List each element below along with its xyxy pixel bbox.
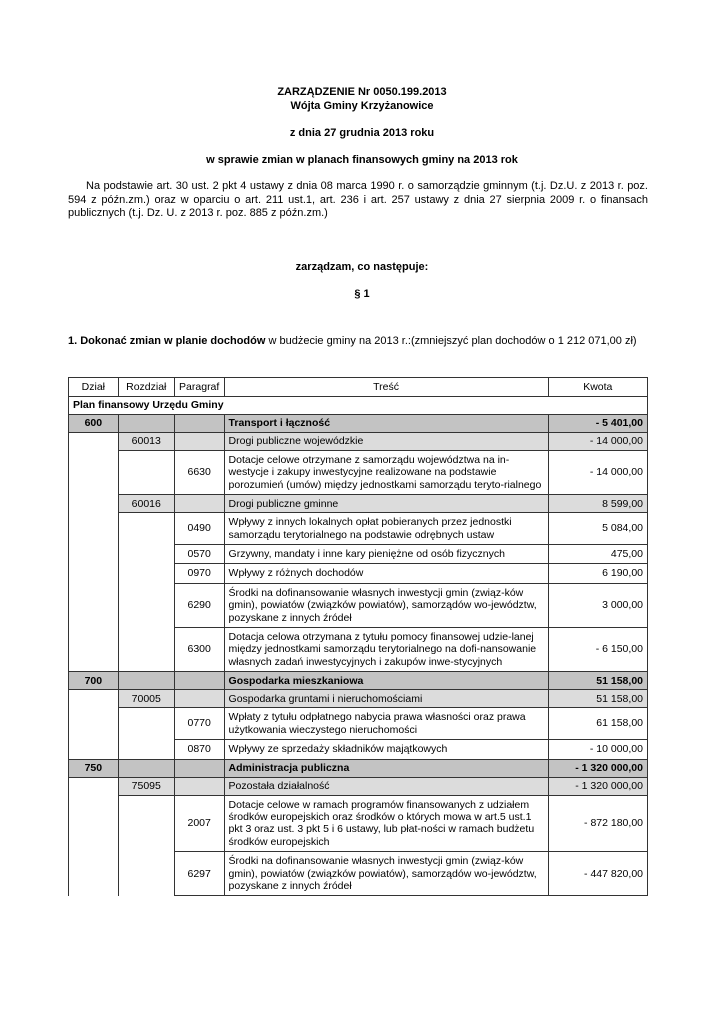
dzial-amount: - 5 401,00 <box>548 415 647 433</box>
dzial-amount: 51 158,00 <box>548 672 647 690</box>
rozdzial-cell-empty <box>118 628 174 672</box>
paragraf-code: 6297 <box>174 852 224 896</box>
paragraf-code: 0490 <box>174 513 224 545</box>
rozdzial-cell-empty <box>118 852 174 896</box>
paragraf-code: 6300 <box>174 628 224 672</box>
header-tresc: Treść <box>224 378 548 397</box>
dzial-cell-empty <box>69 740 119 759</box>
paragraf-code: 0770 <box>174 708 224 740</box>
section-row <box>69 397 648 415</box>
dzial-name: Gospodarka mieszkaniowa <box>224 672 548 690</box>
rozdzial-amount: - 14 000,00 <box>548 433 647 451</box>
paragraf-code: 0570 <box>174 545 224 564</box>
paragraf-description: Wpłaty z tytułu odpłatnego nabycia prawa własności oraz prawa użytkowania wieczystego nieruchomości <box>224 708 548 740</box>
paragraf-cell-empty <box>174 759 224 777</box>
dzial-cell-empty <box>69 564 119 583</box>
paragraf-amount: 5 084,00 <box>548 513 647 545</box>
paragraf-description: Środki na dofinansowanie własnych inwestycji gmin (związ-ków gmin), powiatów (związków powiatów), samorządów wo-jewództw, pozyskane z innych źródeł <box>224 583 548 627</box>
document-title: ZARZĄDZENIE Nr 0050.199.2013 <box>277 86 447 98</box>
paragraf-amount: - 10 000,00 <box>548 740 647 759</box>
rozdzial-name: Drogi publiczne gminne <box>224 495 548 513</box>
income-changes-table <box>68 377 648 896</box>
rozdzial-code: 60013 <box>118 433 174 451</box>
paragraf-code: 0870 <box>174 740 224 759</box>
dzial-row <box>69 672 648 690</box>
dzial-cell-empty <box>69 545 119 564</box>
document-date: z dnia 27 grudnia 2013 roku <box>289 127 435 139</box>
rozdzial-code: 60016 <box>118 495 174 513</box>
paragraf-description: Wpływy ze sprzedaży składników majątkowych <box>224 740 548 759</box>
paragraf-description: Dotacje celowe otrzymane z samorządu województwa na in-westycje i zakupy inwestycyjne realizowane na podstawie porozumień (umów) między jednostkami samorządu teryto-rialnego <box>224 451 548 495</box>
rozdzial-cell-empty <box>118 672 174 690</box>
header-paragraf: Paragraf <box>174 378 224 397</box>
dzial-code: 600 <box>69 415 119 433</box>
rozdzial-amount: 8 599,00 <box>548 495 647 513</box>
paragraf-cell-empty <box>174 415 224 433</box>
dzial-row <box>69 415 648 433</box>
rozdzial-cell-empty <box>118 583 174 627</box>
paragraf-description: Dotacje celowe w ramach programów finansowanych z udziałem środków europejskich oraz środków o których mowa w art.5 ust.1 pkt 3 oraz ust. 3 pkt 5 i 6 ustawy, lub płat-ności w ramach budżetu środków europejskich <box>224 795 548 852</box>
rozdzial-cell-empty <box>118 545 174 564</box>
rozdzial-cell-empty <box>118 451 174 495</box>
paragraf-description: Środki na dofinansowanie własnych inwestycji gmin (związ-ków gmin), powiatów (związków powiatów), samorządów wo-jewództw, pozyskane z innych źródeł <box>224 852 548 896</box>
paragraf-row <box>69 545 648 564</box>
section-mark: § 1 <box>354 288 370 300</box>
paragraf-row <box>69 583 648 627</box>
section-title: Plan finansowy Urzędu Gminy <box>69 397 648 415</box>
rozdzial-cell-empty <box>118 759 174 777</box>
dzial-cell-empty <box>69 628 119 672</box>
paragraf-code: 6290 <box>174 583 224 627</box>
paragraf-row <box>69 852 648 896</box>
rozdzial-row <box>69 433 648 451</box>
dzial-code: 750 <box>69 759 119 777</box>
rozdzial-amount: 51 158,00 <box>548 690 647 708</box>
dzial-amount: - 1 320 000,00 <box>548 759 647 777</box>
rozdzial-name: Drogi publiczne wojewódzkie <box>224 433 548 451</box>
document-issuer: Wójta Gminy Krzyżanowice <box>290 100 434 112</box>
rozdzial-name: Pozostała działalność <box>224 777 548 795</box>
dzial-name: Administracja publiczna <box>224 759 548 777</box>
rozdzial-name: Gospodarka gruntami i nieruchomościami <box>224 690 548 708</box>
document-subject: w sprawie zmian w planach finansowych gminy na 2013 rok <box>206 154 518 166</box>
dzial-cell-empty <box>69 795 119 852</box>
dzial-cell-empty <box>69 451 119 495</box>
paragraf-code: 0970 <box>174 564 224 583</box>
paragraf-description: Dotacja celowa otrzymana z tytułu pomocy finansowej udzie-lanej między jednostkami samorządu terytorialnego na dofi-nansowanie własnych zadań inwestycyjnych i zakupów inwe-stycyjnych <box>224 628 548 672</box>
dzial-cell-empty <box>69 583 119 627</box>
dzial-row <box>69 759 648 777</box>
dzial-name: Transport i łączność <box>224 415 548 433</box>
paragraf-amount: - 6 150,00 <box>548 628 647 672</box>
paragraf-amount: 3 000,00 <box>548 583 647 627</box>
header-rozdzial: Rozdział <box>118 378 174 397</box>
rozdzial-code: 70005 <box>118 690 174 708</box>
table-body <box>69 397 648 896</box>
rozdzial-code: 75095 <box>118 777 174 795</box>
dzial-cell-empty <box>69 708 119 740</box>
point-1-text: w budżecie gminy na 2013 r.:(zmniejszyć plan dochodów o 1 212 071,00 zł) <box>265 335 637 347</box>
header-dzial: Dział <box>69 378 119 397</box>
paragraf-row <box>69 564 648 583</box>
paragraf-description: Wpływy z innych lokalnych opłat pobieranych przez jednostki samorządu terytorialnego na podstawie odrębnych ustaw <box>224 513 548 545</box>
paragraf-amount: - 447 820,00 <box>548 852 647 896</box>
dzial-cell-empty <box>69 513 119 545</box>
dzial-cell-empty <box>69 495 119 513</box>
dzial-cell-empty <box>69 433 119 451</box>
dzial-cell-empty <box>69 777 119 795</box>
paragraf-description: Grzywny, mandaty i inne kary pieniężne od osób fizycznych <box>224 545 548 564</box>
paragraf-amount: - 14 000,00 <box>548 451 647 495</box>
paragraf-row <box>69 451 648 495</box>
dzial-cell-empty <box>69 852 119 896</box>
paragraf-row <box>69 628 648 672</box>
paragraf-cell-empty <box>174 777 224 795</box>
paragraf-cell-empty <box>174 495 224 513</box>
dzial-cell-empty <box>69 690 119 708</box>
paragraf-amount: 6 190,00 <box>548 564 647 583</box>
rozdzial-row <box>69 690 648 708</box>
rozdzial-cell-empty <box>118 708 174 740</box>
decree-statement: zarządzam, co następuje: <box>295 261 429 273</box>
rozdzial-cell-empty <box>118 415 174 433</box>
paragraf-row <box>69 795 648 852</box>
paragraf-row <box>69 708 648 740</box>
rozdzial-row <box>69 495 648 513</box>
paragraf-amount: 475,00 <box>548 545 647 564</box>
point-1-heading: 1. Dokonać zmian w planie dochodów <box>68 335 266 347</box>
paragraf-cell-empty <box>174 672 224 690</box>
table-header-row <box>69 378 648 397</box>
rozdzial-cell-empty <box>118 564 174 583</box>
dzial-code: 700 <box>69 672 119 690</box>
preamble-text: Na podstawie art. 30 ust. 2 pkt 4 ustawy z dnia 08 marca 1990 r. o samorządzie gminnym (t.j. Dz.U. z 2013 r. poz. 594 z późn.zm.) oraz w oparciu o art. 211 ust.1, art. 236 i art. 257 ustawy z dnia 27 sierpnia 2009 r. o finansach publicznych (t.j. Dz. U. z 2013 r. poz. 885 z późn.zm.) <box>68 180 648 219</box>
paragraf-description: Wpływy z różnych dochodów <box>224 564 548 583</box>
paragraf-amount: - 872 180,00 <box>548 795 647 852</box>
rozdzial-amount: - 1 320 000,00 <box>548 777 647 795</box>
rozdzial-cell-empty <box>118 513 174 545</box>
paragraf-cell-empty <box>174 690 224 708</box>
rozdzial-cell-empty <box>118 795 174 852</box>
rozdzial-cell-empty <box>118 740 174 759</box>
paragraf-code: 6630 <box>174 451 224 495</box>
paragraf-cell-empty <box>174 433 224 451</box>
paragraf-row <box>69 740 648 759</box>
header-kwota: Kwota <box>548 378 647 397</box>
point-1 <box>68 335 668 347</box>
paragraf-amount: 61 158,00 <box>548 708 647 740</box>
paragraf-code: 2007 <box>174 795 224 852</box>
rozdzial-row <box>69 777 648 795</box>
preamble <box>68 180 648 221</box>
paragraf-row <box>69 513 648 545</box>
